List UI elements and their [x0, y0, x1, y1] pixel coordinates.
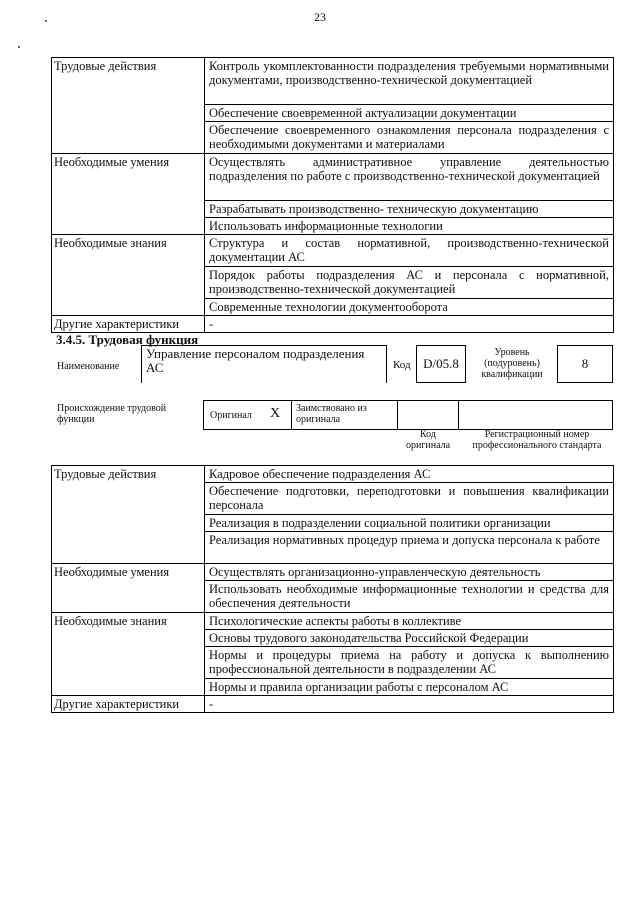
table-cell: Основы трудового законодательства Российской Федерации [205, 630, 614, 647]
table-row [52, 696, 614, 713]
table-cell: Контроль укомплектованности подразделения требуемыми нормативными документами, производственно-технической документацией [205, 58, 614, 105]
row-label: Другие характеристики [52, 316, 205, 333]
row-label: Трудовые действия [52, 58, 205, 154]
row-label: Необходимые знания [52, 613, 205, 696]
row-label: Необходимые умения [52, 564, 205, 613]
row-label: Другие характеристики [52, 696, 205, 713]
table-cell: Нормы и правила организации работы с персоналом АС [205, 679, 614, 696]
competency-table-2 [51, 465, 614, 713]
table-row [52, 613, 614, 630]
divider [458, 401, 459, 429]
original-label: Оригинал [210, 410, 252, 421]
table-cell: Реализация в подразделении социальной политики организации [205, 515, 614, 532]
page-number: 23 [314, 10, 326, 24]
table-cell: Кадровое обеспечение подразделения АС [205, 466, 614, 483]
code-value: D/05.8 [416, 345, 466, 383]
row-label: Трудовые действия [52, 466, 205, 564]
table-cell: Обеспечение подготовки, переподготовки и повышения квалификации персонала [205, 483, 614, 515]
table-cell: Осуществлять административное управление деятельностью подразделения по работе с производственно-технической документацией [205, 154, 614, 201]
competency-table-1 [51, 57, 614, 333]
origin-box [203, 400, 613, 430]
table-cell: Обеспечение своевременного ознакомления персонала подразделения с необходимыми документами и материалами [205, 122, 614, 154]
section-heading: 3.4.5. Трудовая функция [56, 332, 199, 347]
table-cell: Использовать информационные технологии [205, 218, 614, 235]
table-cell: Порядок работы подразделения АС и персонала с нормативной, производственно-технической документацией [205, 267, 614, 299]
divider [291, 401, 292, 429]
row-label: Необходимые знания [52, 235, 205, 316]
reg-number-label: Регистрационный номер профессионального стандарта [472, 429, 602, 451]
row-label: Необходимые умения [52, 154, 205, 235]
table-cell: Осуществлять организационно-управленческую деятельность [205, 564, 614, 581]
table-cell: Разрабатывать производственно- техническую документацию [205, 201, 614, 218]
table-row [52, 154, 614, 201]
borrowed-label: Заимствовано из оригинала [296, 403, 367, 425]
origin-label: Происхождение трудовой функции [57, 403, 167, 425]
table-cell: - [205, 316, 614, 333]
table-cell: Структура и состав нормативной, производственно-технической документации АС [205, 235, 614, 267]
scan-speck [18, 46, 20, 48]
table-cell: Обеспечение своевременной актуализации документации [205, 105, 614, 122]
function-name-value: Управление персоналом подразделения АС [141, 345, 387, 383]
table-cell: Психологические аспекты работы в коллективе [205, 613, 614, 630]
table-cell: Реализация нормативных процедур приема и допуска персонала к работе [205, 532, 614, 564]
table-row [52, 466, 614, 483]
table-row [52, 316, 614, 333]
table-row [52, 235, 614, 267]
table-cell: - [205, 696, 614, 713]
table-row [52, 564, 614, 581]
table-cell: Современные технологии документооборота [205, 299, 614, 316]
code-label: Код [393, 359, 411, 371]
table-row [52, 58, 614, 105]
code-original-label: Код оригинала [405, 429, 451, 451]
level-value: 8 [557, 345, 613, 383]
table-cell: Использовать необходимые информационные технологии и средства для обеспечения деятельности [205, 581, 614, 613]
original-mark: X [270, 406, 281, 421]
level-label: Уровень (подуровень) квалификации [481, 347, 543, 380]
scan-speck [45, 20, 47, 22]
name-label: Наименование [57, 361, 120, 372]
table-cell: Нормы и процедуры приема на работу и допуска к выполнению профессиональной деятельности в подразделении АС [205, 647, 614, 679]
divider [397, 401, 398, 429]
